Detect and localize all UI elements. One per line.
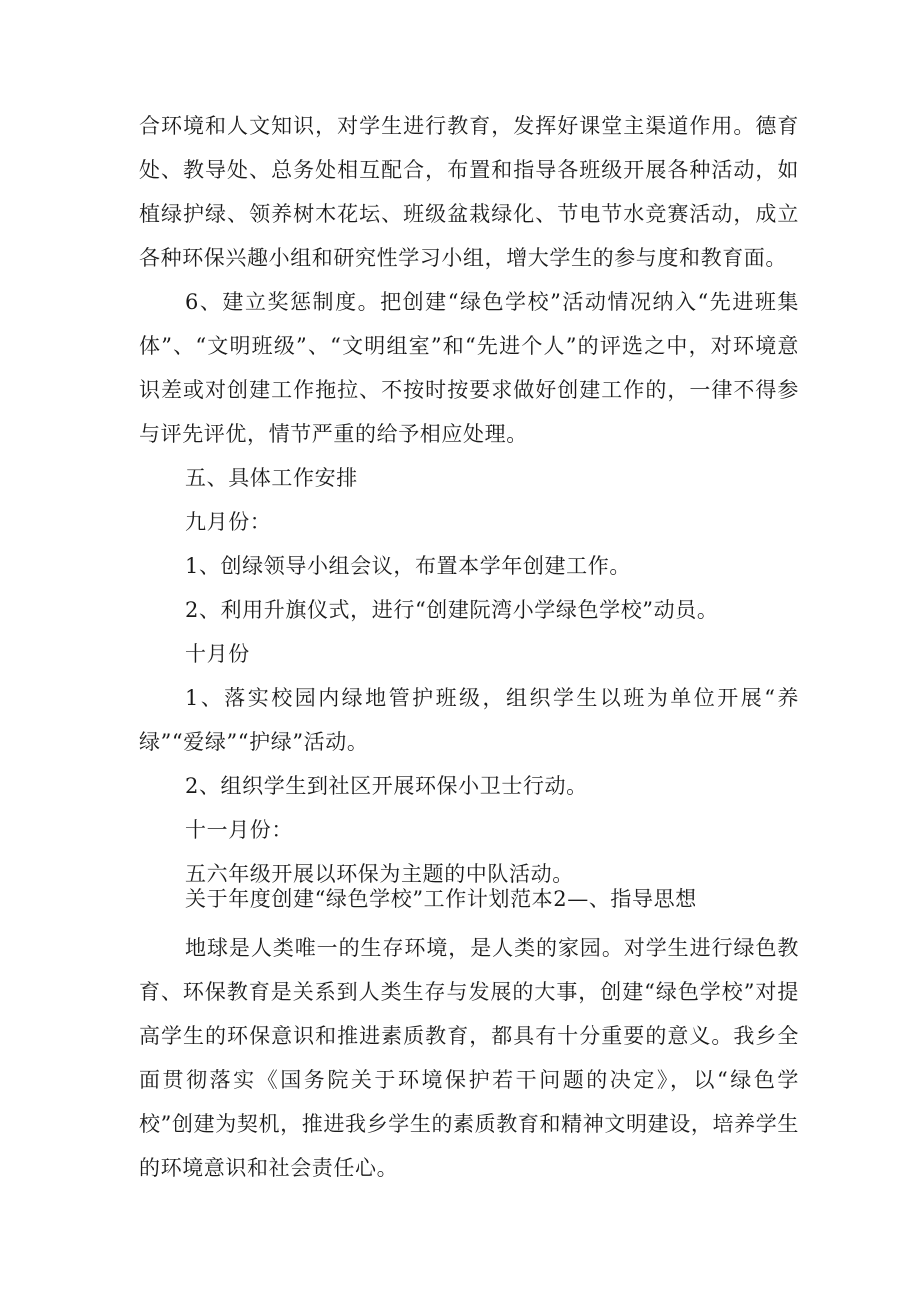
paragraph-intro-continuation: 合环境和人文知识，对学生进行教育，发挥好课堂主渠道作用。德育处、教导处、总务处相互配合，布置和指导各班级开展各种活动，如植绿护绿、领养树木花坛、班级盆栽绿化、节电节水竞赛活动，成立各种环保兴趣小组和研究性学习小组，增大学生的参与度和教育面。 <box>139 114 799 270</box>
october-heading: 十月份 <box>185 642 250 666</box>
september-item-2: 2、利用升旗仪式，进行“创建阮湾小学绿色学校”动员。 <box>185 598 719 622</box>
paragraph-reward-system: 6、建立奖惩制度。把创建“绿色学校”活动情况纳入“先进班集体”、“文明班级”、“文明组室”和“先进个人”的评选之中，对环境意识差或对创建工作拖拉、不按时按要求做好创建工作的，一律不得参与评先评优，情节严重的给予相应处理。 <box>139 290 799 446</box>
document-page <box>139 0 799 1301</box>
paragraph-guiding-ideology: 地球是人类唯一的生存环境，是人类的家园。对学生进行绿色教育、环保教育是关系到人类生存与发展的大事，创建“绿色学校”对提高学生的环保意识和推进素质教育，都具有十分重要的意义。我乡全面贯彻落实《国务院关于环境保护若干问题的决定》，以“绿色学校”创建为契机，推进我乡学生的素质教育和精神文明建设，培养学生的环境意识和社会责任心。 <box>139 936 799 1180</box>
section-5-heading: 五、具体工作安排 <box>185 466 358 490</box>
september-item-1: 1、创绿领导小组会议，布置本学年创建工作。 <box>185 554 631 578</box>
november-heading: 十一月份： <box>185 818 293 842</box>
november-item-1: 五六年级开展以环保为主题的中队活动。 <box>185 862 574 886</box>
plan-2-title: 关于年度创建“绿色学校”工作计划范本2—、指导思想 <box>185 887 697 911</box>
october-item-2: 2、组织学生到社区开展环保小卫士行动。 <box>185 774 588 798</box>
september-heading: 九月份： <box>185 510 272 534</box>
october-item-1: 1、落实校园内绿地管护班级，组织学生以班为单位开展“养绿”“爱绿”“护绿”活动。 <box>139 686 799 754</box>
